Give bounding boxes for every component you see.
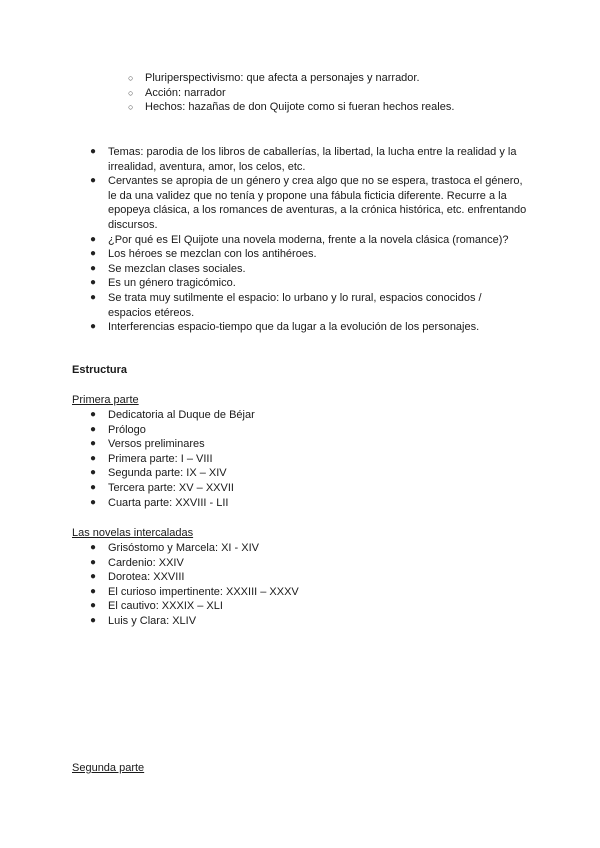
list-item: ● Segunda parte: IX – XIV — [90, 467, 227, 480]
list-item: ● Es un género tragicómico. — [90, 277, 236, 290]
list-item: ○ Hechos: hazañas de don Quijote como si fueran hechos reales. — [128, 101, 455, 114]
sub-bullet-list — [128, 71, 545, 115]
bullet-icon: ● — [90, 262, 97, 274]
bullet-icon: ● — [90, 233, 97, 245]
bullet-icon: ● — [90, 321, 97, 333]
bullet-icon: ● — [90, 423, 97, 435]
list-item: ● Prólogo — [90, 423, 146, 436]
hollow-circle-bullet-icon: ○ — [128, 87, 134, 98]
hollow-circle-bullet-icon: ○ — [128, 102, 134, 113]
list-item: ● Dedicatoria al Duque de Béjar — [90, 409, 255, 421]
primera-parte-list — [90, 408, 508, 510]
bullet-icon: ● — [90, 496, 97, 508]
main-bullet-list — [90, 145, 528, 335]
bullet-icon: ● — [90, 571, 97, 583]
bullet-icon: ● — [90, 146, 97, 157]
list-item: ● El curioso impertinente: XXXIII – XXXV — [90, 585, 299, 598]
bullet-icon: ● — [90, 409, 97, 420]
list-item: ● Cardenio: XXIV — [90, 556, 184, 569]
list-item: ● Cervantes se apropia de un género y crea algo que no se espera, trastoca el género, le da una validez que no tenía y propone una fábula ficticia diferente. Recurre a la epopeya clásica, a los romances de aventuras, a la crónica histórica, etc. enfrentando discursos. — [90, 175, 527, 231]
segunda-parte-label: Segunda parte — [72, 762, 145, 774]
list-item: ● Primera parte: I – VIII — [90, 452, 213, 465]
bullet-icon: ● — [90, 467, 97, 479]
novelas-intercaladas-list — [90, 541, 508, 629]
list-item: ● ¿Por qué es El Quijote una novela moderna, frente a la novela clásica (romance)? — [90, 233, 509, 246]
bullet-icon: ● — [90, 277, 97, 289]
list-item: ● Los héroes se mezclan con los antihéroes. — [90, 248, 317, 261]
bullet-icon: ● — [90, 248, 97, 260]
list-item: ● Grisóstomo y Marcela: XI - XIV — [90, 542, 259, 554]
hollow-circle-bullet-icon: ○ — [128, 73, 134, 83]
list-item: ● El cautivo: XXXIX – XLI — [90, 600, 223, 613]
list-item: ● Interferencias espacio-tiempo que da lugar a la evolución de los personajes. — [90, 321, 480, 334]
bullet-icon: ● — [90, 438, 97, 450]
list-item: ● Versos preliminares — [90, 438, 205, 451]
bullet-icon: ● — [90, 556, 97, 568]
bullet-icon: ● — [90, 600, 97, 612]
bullet-icon: ● — [90, 175, 97, 187]
list-item: ○ Pluriperspectivismo: que afecta a personajes y narrador. — [128, 72, 420, 84]
bullet-icon: ● — [90, 585, 97, 597]
list-item: ● Se mezclan clases sociales. — [90, 262, 246, 275]
list-item: ● Se trata muy sutilmente el espacio: lo urbano y lo rural, espacios conocidos / espacios etéreos. — [90, 291, 482, 319]
list-item: ● Temas: parodia de los libros de caballerías, la libertad, la lucha entre la realidad y la irrealidad, aventura, amor, los celos, etc. — [90, 146, 517, 173]
primera-parte-label: Primera parte — [72, 394, 139, 406]
structure-heading: Estructura — [72, 364, 128, 376]
list-item: ● Dorotea: XXVIII — [90, 571, 185, 584]
bullet-icon: ● — [90, 291, 97, 303]
bullet-icon: ● — [90, 614, 97, 626]
list-item: ○ Acción: narrador — [128, 86, 226, 99]
list-item: ● Cuarta parte: XXVIII - LII — [90, 496, 229, 509]
bullet-icon: ● — [90, 481, 97, 493]
novelas-intercaladas-label: Las novelas intercaladas — [72, 527, 194, 539]
bullet-icon: ● — [90, 452, 97, 464]
bullet-icon: ● — [90, 542, 97, 553]
list-item: ● Tercera parte: XV – XXVII — [90, 481, 234, 494]
list-item: ● Luis y Clara: XLIV — [90, 614, 197, 627]
